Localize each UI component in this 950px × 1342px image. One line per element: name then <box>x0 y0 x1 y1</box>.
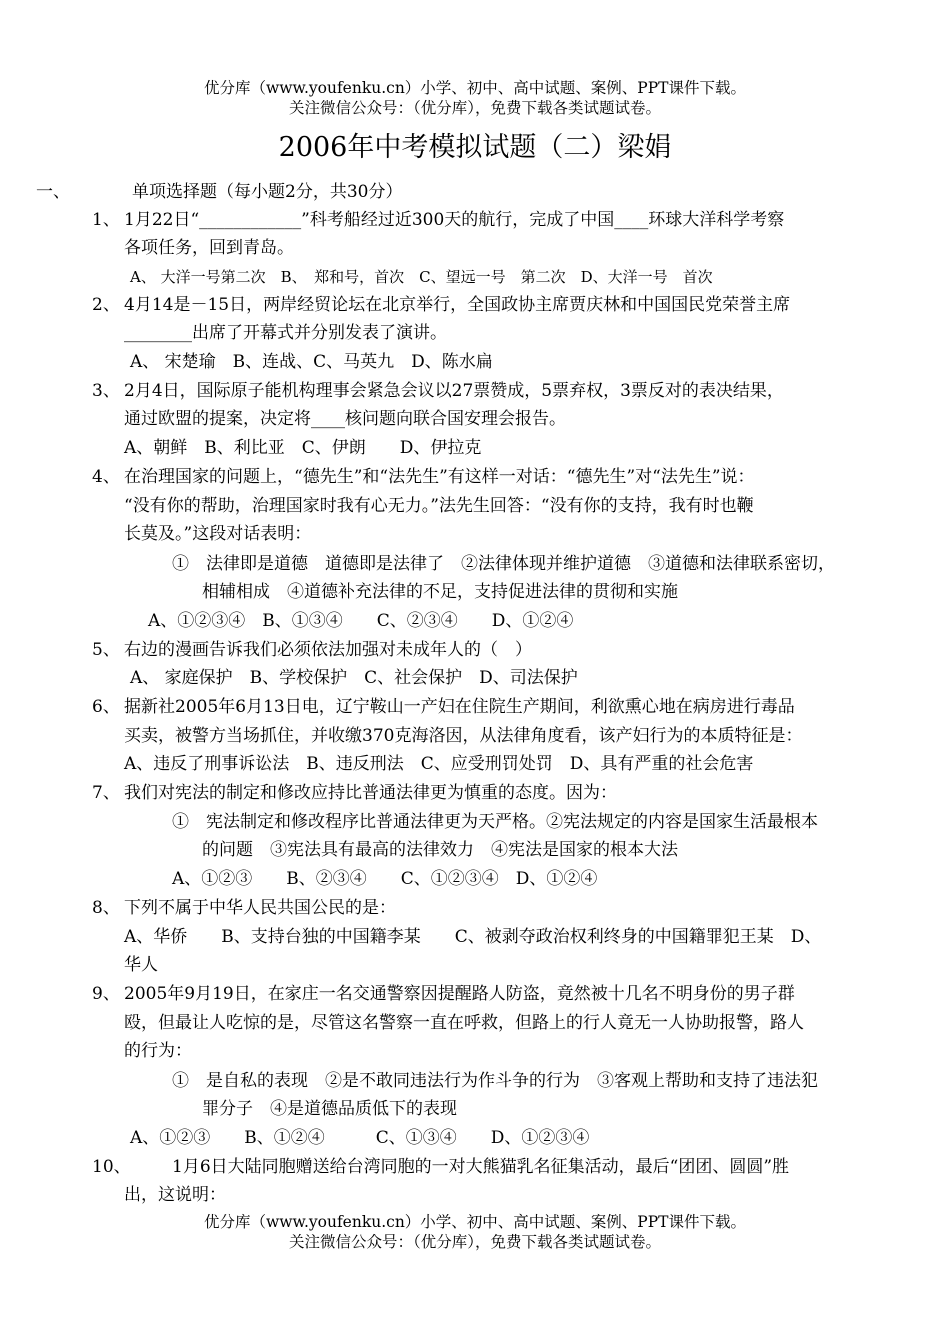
question-statements: ① 法律即是道德 道德即是法律了 ②法律体现并维护道德 ③道德和法律联系密切， <box>172 554 835 574</box>
question-text: 2005年9月19日，在家庄一名交通警察因提醒路人防盗，竟然被十几名不明身份的男子群 <box>124 984 795 1004</box>
question-text: 的行为： <box>124 1041 192 1061</box>
question-number: 1、 <box>92 210 120 230</box>
question-options: A、违反了刑事诉讼法 B、违反刑法 C、应受刑罚处罚 D、具有严重的社会危害 <box>124 754 754 774</box>
question-text: 各项任务，回到青岛。 <box>124 238 294 258</box>
question-number: 7、 <box>92 783 120 803</box>
question-options: A、①②③ B、①②④ C、①③④ D、①②③④ <box>130 1128 590 1148</box>
question-options: A、 大洋一号第二次 B、 郑和号，首次 C、望远一号 第二次 D、大洋一号 首次 <box>130 268 713 286</box>
question-options: A、朝鲜 B、利比亚 C、伊朗 D、伊拉克 <box>124 438 482 458</box>
question-options: A、 宋楚瑜 B、连战、C、马英九 D、陈水扁 <box>130 352 493 372</box>
question-text: ________出席了开幕式并分别发表了演讲。 <box>124 323 447 343</box>
header-line-1: 优分库（www.youfenku.cn）小学、初中、高中试题、案例、PPT课件下载。 <box>203 79 747 97</box>
question-number: 8、 <box>92 898 120 918</box>
question-text: 长莫及。”这段对话表明： <box>124 524 312 544</box>
section-heading: 单项选择题（每小题2分，共30分） <box>132 182 403 202</box>
question-text: 2月4日，国际原子能机构理事会紧急会议以27票赞成，5票弃权，3票反对的表决结果， <box>124 381 784 401</box>
question-text: “没有你的帮助，治理国家时我有心无力。”法先生回答：“没有你的支持，我有时也鞭 <box>124 496 754 516</box>
question-text: 右边的漫画告诉我们必须依法加强对未成年人的（ ） <box>124 640 532 660</box>
question-statements: 罪分子 ④是道德品质低下的表现 <box>202 1099 457 1119</box>
footer-line-1: 优分库（www.youfenku.cn）小学、初中、高中试题、案例、PPT课件下载。 <box>203 1213 747 1231</box>
question-text: 下列不属于中华人民共国公民的是： <box>124 898 396 918</box>
question-options: A、 家庭保护 B、学校保护 C、社会保护 D、司法保护 <box>130 668 578 688</box>
question-options: A、华侨 B、支持台独的中国籍李某 C、被剥夺政治权利终身的中国籍罪犯王某 D、 <box>124 927 822 947</box>
question-number: 10、 <box>92 1157 131 1177</box>
question-text: 出，这说明： <box>124 1185 226 1205</box>
question-number: 9、 <box>92 984 120 1004</box>
question-statements: 的问题 ③宪法具有最高的法律效力 ④宪法是国家的根本大法 <box>202 840 678 860</box>
question-text: 买卖，被警方当场抓住，并收缴370克海洛因，从法律角度看，该产妇行为的本质特征是： <box>124 726 803 746</box>
question-text: 据新社2005年6月13日电，辽宁鞍山一产妇在住院生产期间，利欲熏心地在病房进行毒品 <box>124 697 795 717</box>
section-number: 一、 <box>36 182 70 202</box>
question-options: A、①②③ B、②③④ C、①②③④ D、①②④ <box>172 869 598 889</box>
question-text: 1月6日大陆同胞赠送给台湾同胞的一对大熊猫乳名征集活动，最后“团团、圆圆”胜 <box>172 1157 790 1177</box>
question-statements: ① 宪法制定和修改程序比普通法律更为天严格。②宪法规定的内容是国家生活最根本 <box>172 812 818 832</box>
question-text: 在治理国家的问题上，“德先生”和“法先生”有这样一对话：“德先生”对“法先生”说： <box>124 467 755 487</box>
question-text: 4月14是－15日，两岸经贸论坛在北京举行，全国政协主席贾庆林和中国国民党荣誉主席 <box>124 295 791 315</box>
question-number: 4、 <box>92 467 120 487</box>
header-line-2: 关注微信公众号：（优分库），免费下载各类试题试卷。 <box>288 99 661 117</box>
footer-line-2: 关注微信公众号：（优分库），免费下载各类试题试卷。 <box>288 1233 661 1251</box>
question-number: 5、 <box>92 640 120 660</box>
question-text: 通过欧盟的提案，决定将____核问题向联合国安理会报告。 <box>124 409 566 429</box>
question-options: A、①②③④ B、①③④ C、②③④ D、①②④ <box>148 611 574 631</box>
page-title: 2006年中考模拟试题（二）梁娟 <box>278 132 672 163</box>
question-statements: ① 是自私的表现 ②是不敢同违法行为作斗争的行为 ③客观上帮助和支持了违法犯 <box>172 1071 818 1091</box>
question-number: 3、 <box>92 381 120 401</box>
question-text: 殴，但最让人吃惊的是，尽管这名警察一直在呼救，但路上的行人竟无一人协助报警，路人 <box>124 1013 804 1033</box>
question-text: 1月22日“____________”科考船经过近300天的航行，完成了中国____环球大洋科学考察 <box>124 210 785 230</box>
question-statements: 相辅相成 ④道德补充法律的不足，支持促进法律的贯彻和实施 <box>202 582 678 602</box>
question-number: 2、 <box>92 295 120 315</box>
question-options: 华人 <box>124 955 158 975</box>
question-number: 6、 <box>92 697 120 717</box>
question-text: 我们对宪法的制定和修改应持比普通法律更为慎重的态度。因为： <box>124 783 617 803</box>
